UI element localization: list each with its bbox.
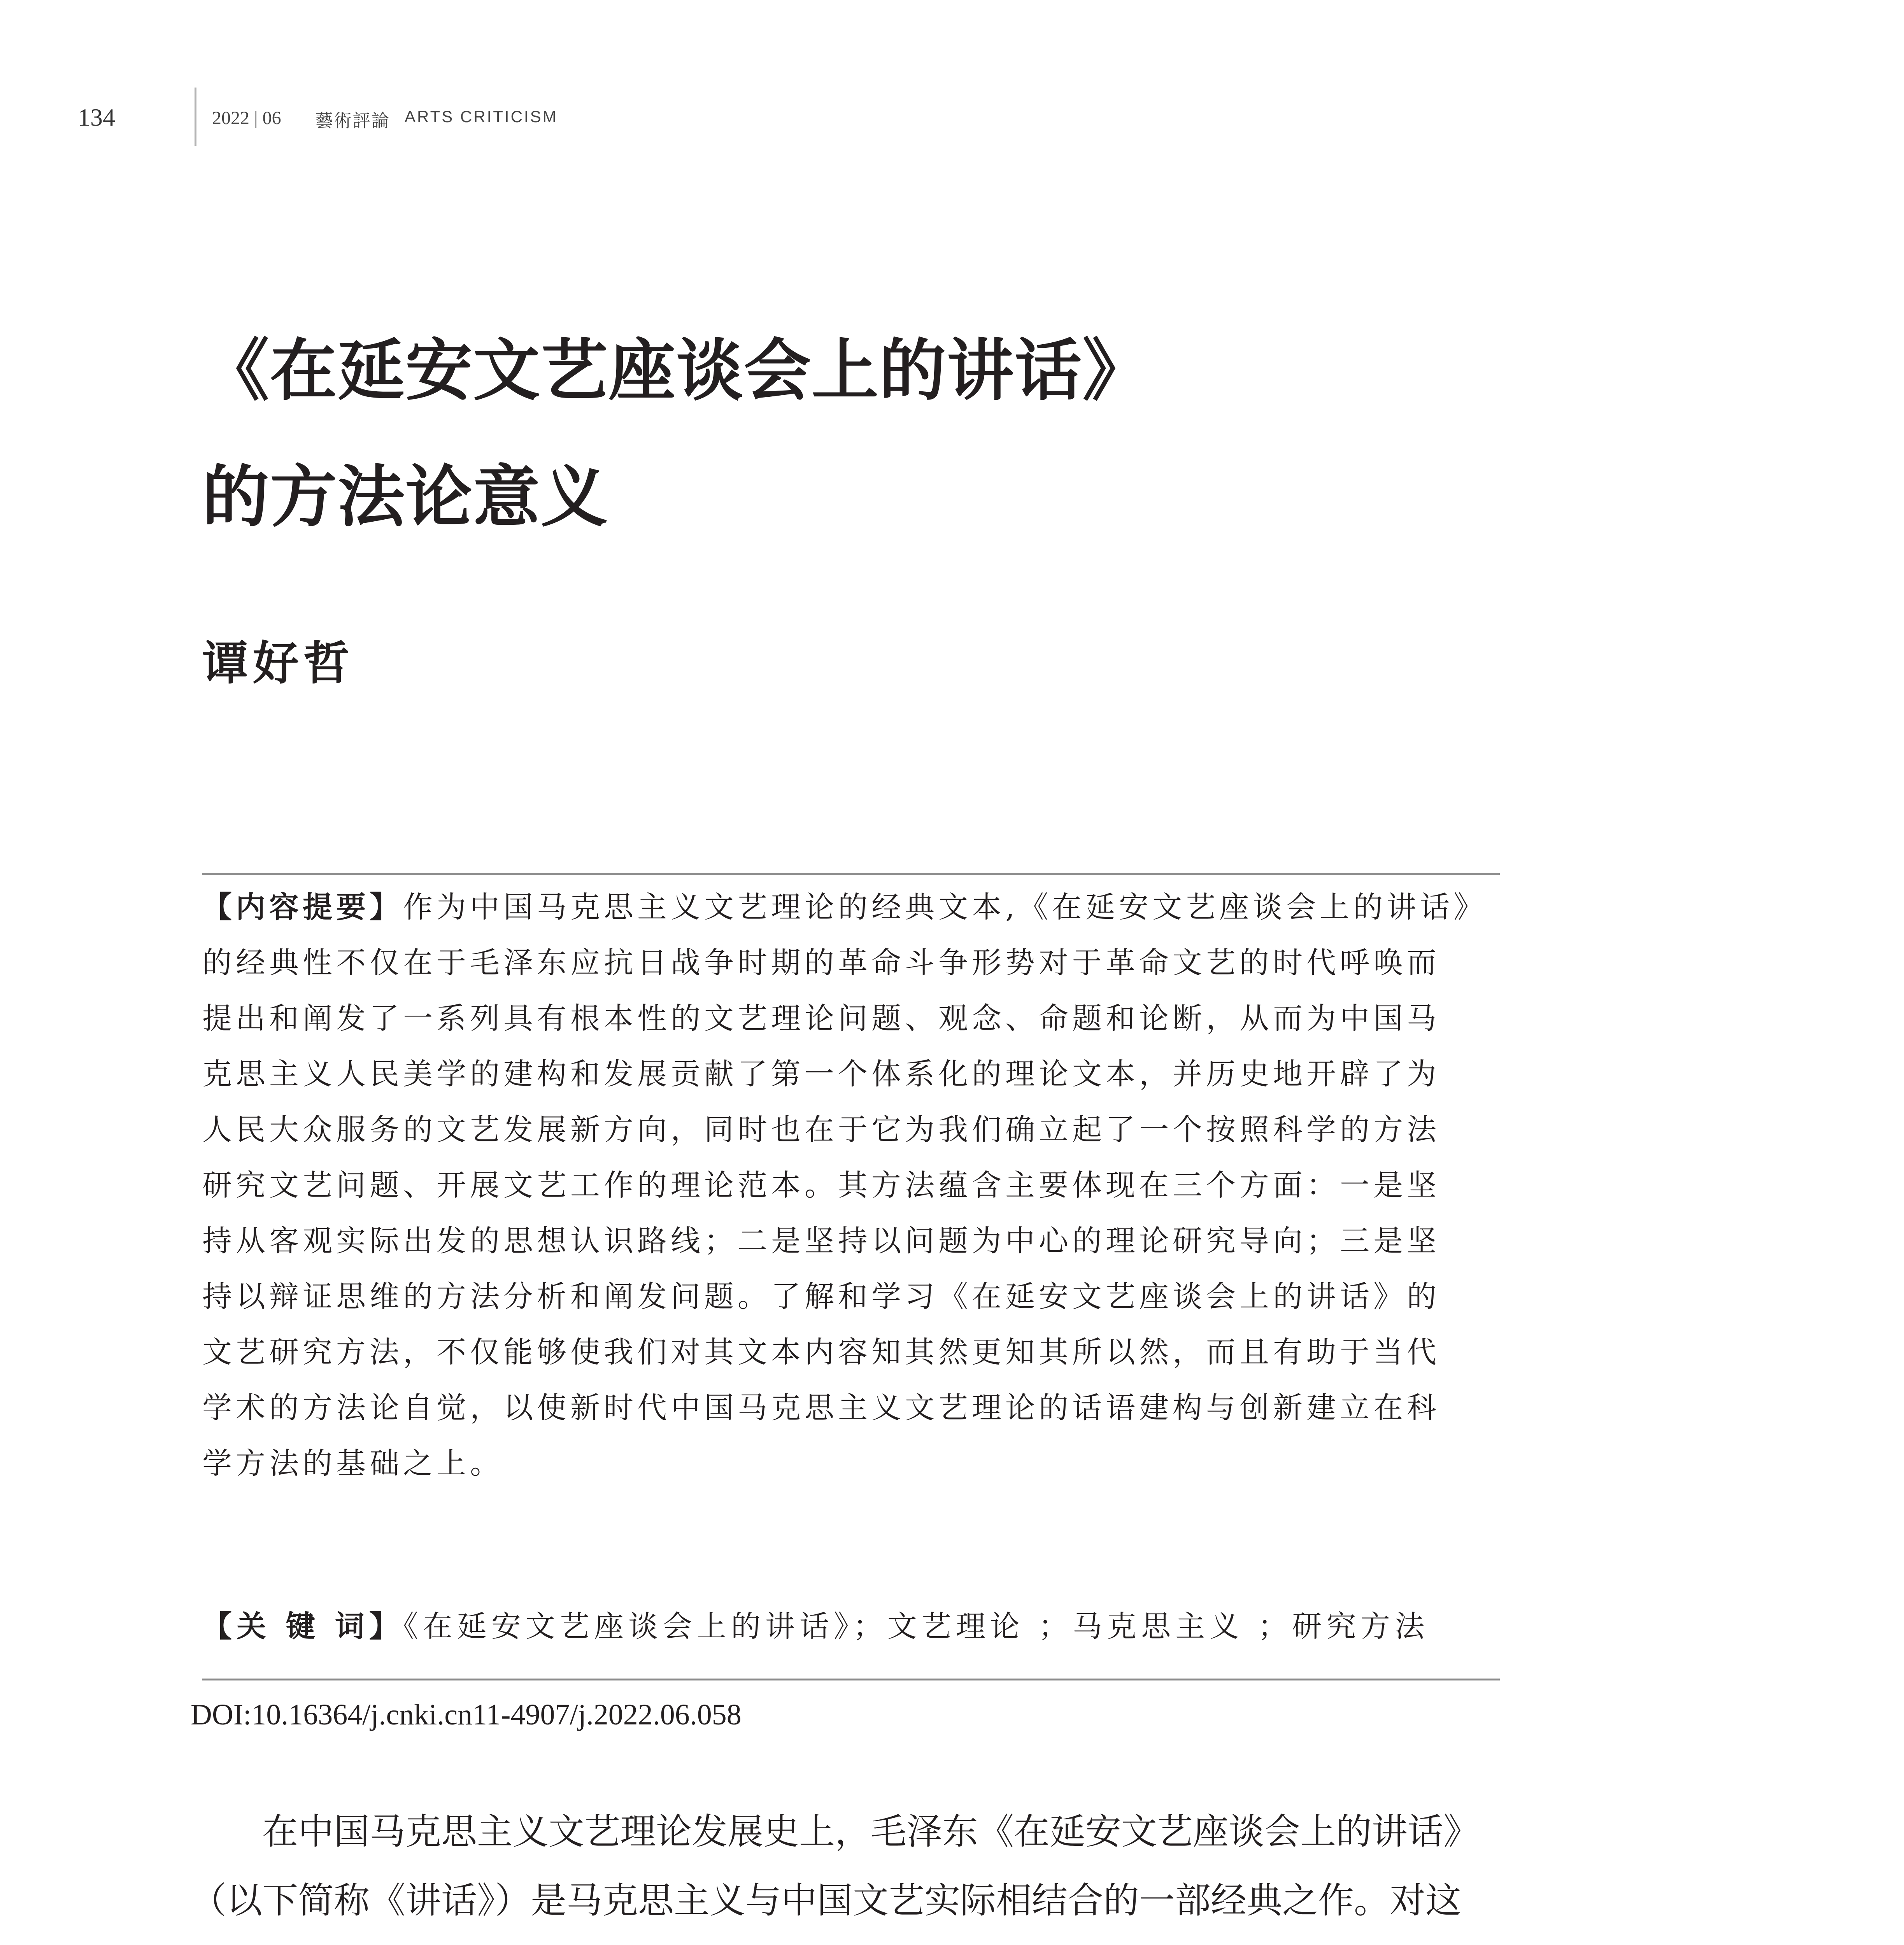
- abstract-text: 作为中国马克思主义文艺理论的经典文本,《在延安文艺座谈会上的讲话》: [403, 890, 1487, 924]
- abstract-line: 文艺研究方法，不仅能够使我们对其文本内容知其然更知其所以然，而且有助于当代: [202, 1335, 1440, 1369]
- abstract-line: 持从客观实际出发的思想认识路线；二是坚持以问题为中心的理论研究导向；三是坚: [202, 1223, 1440, 1258]
- abstract-line: 克思主义人民美学的建构和发展贡献了第一个体系化的理论文本，并历史地开辟了为: [202, 1057, 1440, 1091]
- abstract-bottom-rule: [202, 1679, 1500, 1680]
- abstract-top-rule: [202, 873, 1500, 875]
- abstract-line: 学术的方法论自觉，以使新时代中国马克思主义文艺理论的话语建构与创新建立在科: [202, 1390, 1440, 1425]
- abstract-line: 提出和阐发了一系列具有根本性的文艺理论问题、观念、命题和论断，从而为中国马: [202, 1001, 1440, 1036]
- abstract-line: 研究文艺问题、开展文艺工作的理论范本。其方法蕴含主要体现在三个方面：一是坚: [202, 1168, 1440, 1202]
- header-divider: [195, 88, 196, 146]
- body-paragraph: [191, 1797, 1513, 1945]
- body-line: （以下简称《讲话》）是马克思主义与中国文艺实际相结合的一部经典之作。对这: [191, 1880, 1462, 1921]
- journal-logo-cn: 藝術評論: [315, 110, 390, 131]
- issue-number: 2022 | 06: [212, 108, 281, 128]
- body-line: 在中国马克思主义文艺理论发展史上，毛泽东《在延安文艺座谈会上的讲话》: [262, 1811, 1480, 1852]
- abstract-line: [202, 879, 1500, 935]
- article-title-line-2: 的方法论意义: [202, 457, 608, 536]
- author-name: 谭好哲: [202, 636, 354, 690]
- journal-name-en: ARTS CRITICISM: [405, 107, 558, 126]
- abstract-label: 【内容提要】: [202, 890, 403, 924]
- abstract-line: 人民大众服务的文艺发展新方向，同时也在于它为我们确立起了一个按照科学的方法: [202, 1112, 1440, 1147]
- abstract-line: 的经典性不仅在于毛泽东应抗日战争时期的革命斗争形势对于革命文艺的时代呼唤而: [202, 945, 1440, 980]
- body-line: [191, 1935, 1513, 1945]
- abstract-line: 持以辩证思维的方法分析和阐发问题。了解和学习《在延安文艺座谈会上的讲话》的: [202, 1279, 1440, 1314]
- keywords-label: 【关 键 词】: [202, 1609, 403, 1644]
- doi: DOI:10.16364/j.cnki.cn11-4907/j.2022.06.058: [191, 1698, 742, 1731]
- keywords: [202, 1603, 1429, 1645]
- abstract: [202, 879, 1500, 1491]
- page-number: 134: [78, 103, 115, 131]
- abstract-line: 学方法的基础之上。: [202, 1446, 503, 1481]
- article-title-line-1: 《在延安文艺座谈会上的讲话》: [202, 331, 1150, 410]
- keywords-text: 《在延安文艺座谈会上的讲话》；文艺理论 ；马克思主义 ；研究方法: [403, 1609, 1429, 1644]
